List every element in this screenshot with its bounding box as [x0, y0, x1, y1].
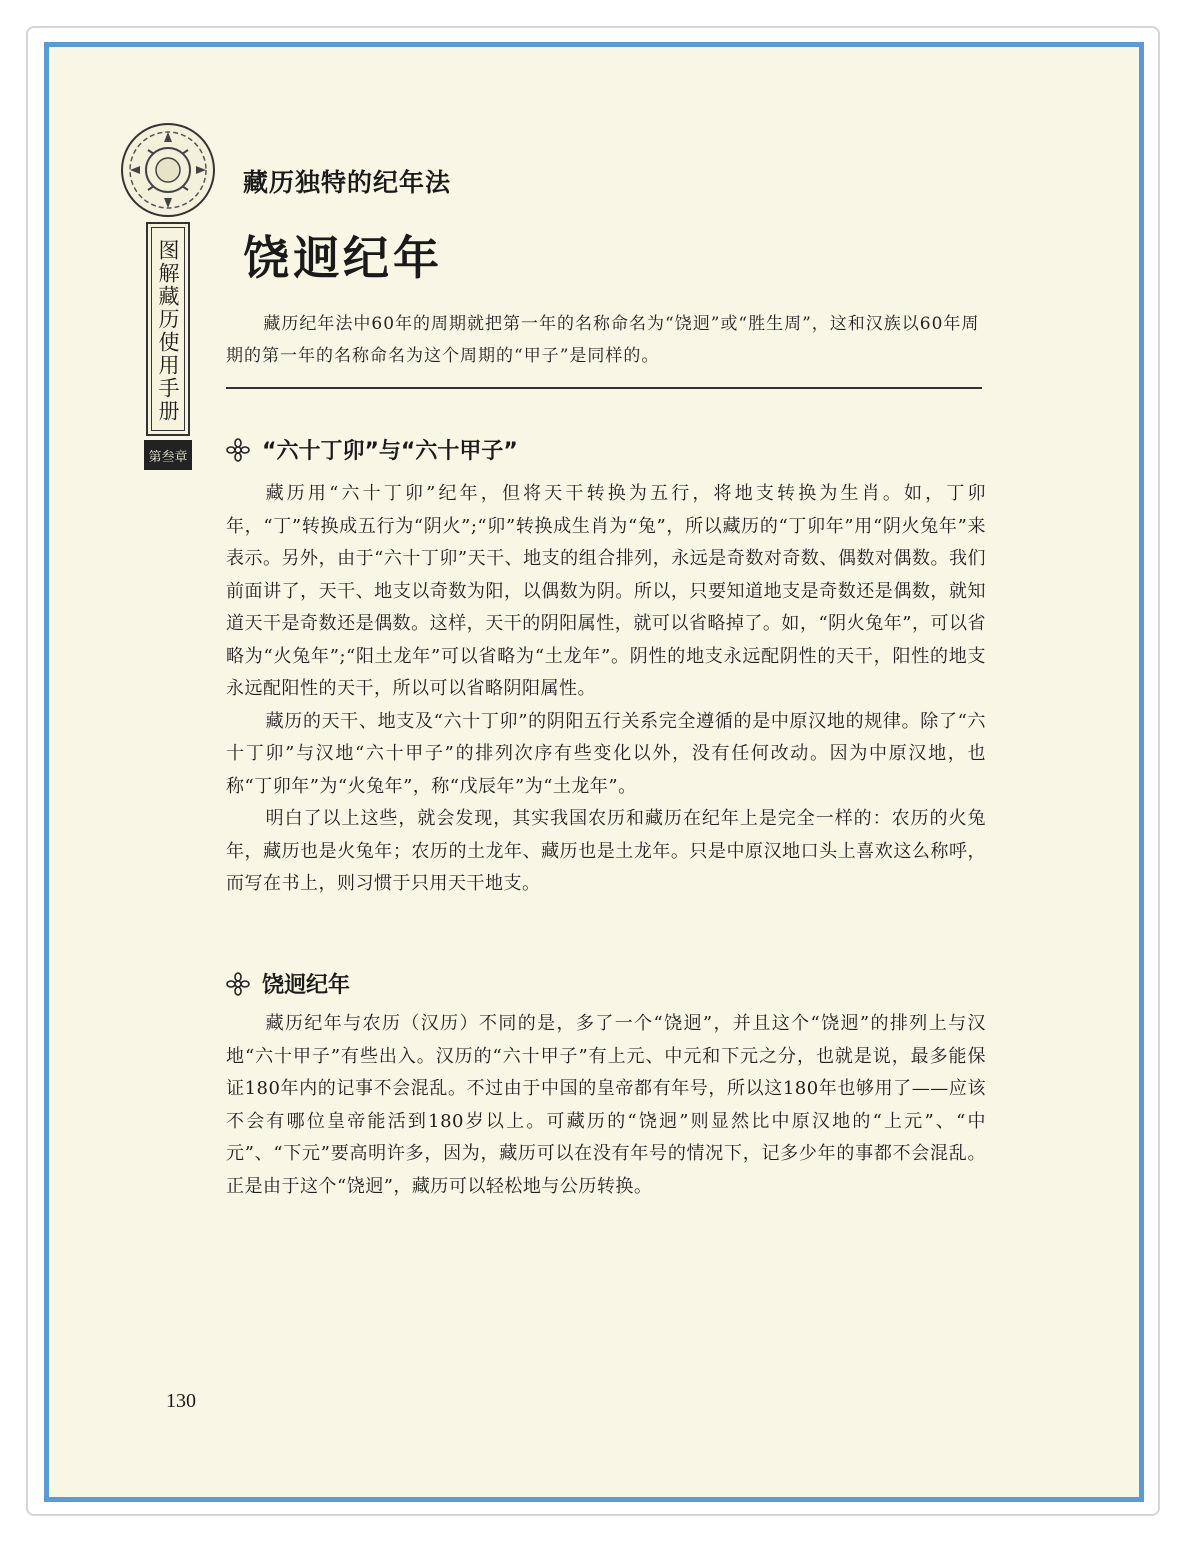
intro-paragraph [226, 308, 986, 372]
flower-bullet-icon [226, 438, 250, 462]
chapter-tab: 第叁章 [144, 440, 192, 470]
section-kicker: 藏历独特的纪年法 [243, 168, 452, 197]
section-2-body [226, 1008, 986, 1203]
section-heading-1 [226, 434, 518, 465]
section-1-body [226, 478, 986, 901]
vertical-title-box [146, 222, 190, 436]
page-number: 130 [166, 1390, 196, 1412]
paragraph: 藏历的天干、地支及“六十丁卯”的阴阳五行关系完全遵循的是中原汉地的规律。除了“六十丁卯”与汉地“六十甲子”的排列次序有些变化以外，没有任何改动。因为中原汉地，也称“丁卯年”为“火兔年”，称“戊辰年”为“土龙年”。 [226, 710, 986, 797]
intro-text: 藏历纪年法中60年的周期就把第一年的名称命名为“饶迥”或“胜生周”，这和汉族以60年周期的第一年的名称命名为这个周期的“甲子”是同样的。 [226, 314, 980, 366]
section-heading-text: “六十丁卯”与“六十甲子” [262, 439, 518, 464]
medallion-ornament-icon [118, 120, 218, 220]
paragraph: 藏历用“六十丁卯”纪年，但将天干转换为五行，将地支转换为生肖。如，丁卯年，“丁”转换成五行为“阴火”;“卯”转换成生肖为“兔”，所以藏历的“丁卯年”用“阴火兔年”来表示。另外，由于“六十丁卯”天干、地支的组合排列，永远是奇数对奇数、偶数对偶数。我们前面讲了，天干、地支以奇数为阳，以偶数为阴。所以，只要知道地支是奇数还是偶数，就知道天干是奇数还是偶数。这样，天干的阴阳属性，就可以省略掉了。如，“阴火兔年”，可以省略为“火兔年”;“阳土龙年”可以省略为“土龙年”。阴性的地支永远配阴性的天干，阳性的地支永远配阳性的天干，所以可以省略阴阳属性。 [226, 483, 986, 699]
vertical-book-title: 图解藏历使用手册 [156, 239, 180, 423]
page-title: 饶迥纪年 [243, 231, 443, 285]
paragraph: 明白了以上这些，就会发现，其实我国农历和藏历在纪年上是完全一样的：农历的火兔年，藏历也是火兔年；农历的土龙年、藏历也是土龙年。只是中原汉地口头上喜欢这么称呼，而写在书上，则习惯于只用天干地支。 [226, 808, 986, 894]
section-heading-text: 饶迥纪年 [262, 973, 351, 998]
section-heading-2 [226, 968, 350, 999]
flower-bullet-icon [226, 972, 250, 996]
paragraph: 藏历纪年与农历（汉历）不同的是，多了一个“饶迥”，并且这个“饶迥”的排列上与汉地“六十甲子”有些出入。汉历的“六十甲子”有上元、中元和下元之分，也就是说，最多能保证180年内的记事不会混乱。不过由于中国的皇帝都有年号，所以这180年也够用了——应该不会有哪位皇帝能活到180岁以上。可藏历的“饶迥”则显然比中原汉地的“上元”、“中元”、“下元”要高明许多，因为，藏历可以在没有年号的情况下，记多少年的事都不会混乱。正是由于这个“饶迥”，藏历可以轻松地与公历转换。 [226, 1013, 986, 1197]
divider [226, 387, 982, 389]
